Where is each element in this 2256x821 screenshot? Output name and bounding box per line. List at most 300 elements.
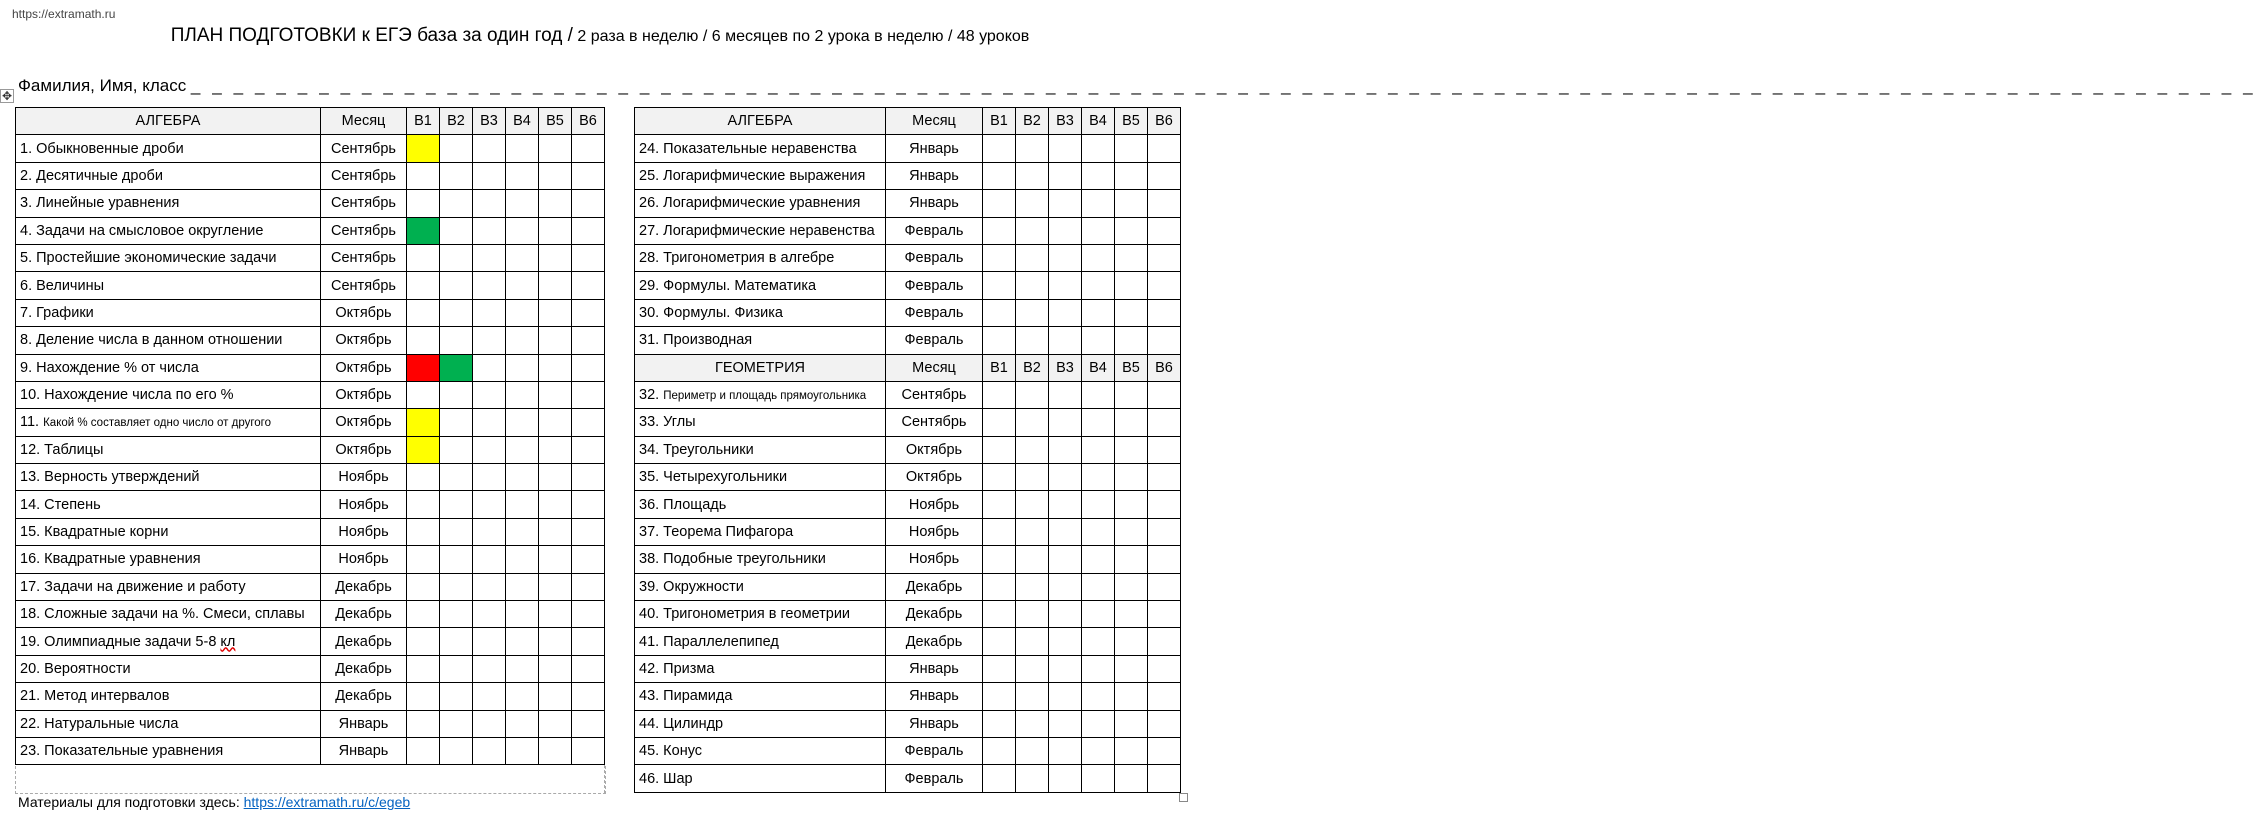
variant-cell-2[interactable] (1016, 244, 1049, 271)
variant-cell-2[interactable] (1016, 655, 1049, 682)
topic-cell[interactable]: 40. Тригонометрия в геометрии (635, 601, 886, 628)
variant-cell-6[interactable] (572, 436, 605, 463)
variant-cell-2[interactable] (1016, 518, 1049, 545)
variant-cell-3[interactable] (1049, 628, 1082, 655)
variant-cell-5[interactable] (1115, 491, 1148, 518)
variant-cell-1-yellow-mark[interactable] (407, 135, 440, 162)
variant-cell-3[interactable] (473, 135, 506, 162)
variant-cell-5[interactable] (539, 601, 572, 628)
variant-cell-1[interactable] (407, 628, 440, 655)
variant-cell-2[interactable] (1016, 135, 1049, 162)
variant-cell-2[interactable] (440, 381, 473, 408)
variant-cell-5[interactable] (1115, 162, 1148, 189)
variant-cell-4[interactable] (506, 354, 539, 381)
month-cell[interactable]: Январь (321, 737, 407, 764)
variant-cell-4[interactable] (1082, 765, 1115, 792)
topic-cell[interactable]: 10. Нахождение числа по его % (16, 381, 321, 408)
table-move-handle-icon[interactable]: ✥ (1, 89, 13, 103)
topic-cell[interactable]: 2. Десятичные дроби (16, 162, 321, 189)
variant-cell-3[interactable] (1049, 272, 1082, 299)
variant-cell-5[interactable] (539, 272, 572, 299)
month-cell[interactable]: Ноябрь (886, 518, 983, 545)
topic-cell[interactable]: 20. Вероятности (16, 655, 321, 682)
variant-cell-6[interactable] (1148, 409, 1181, 436)
variant-cell-1[interactable] (983, 765, 1016, 792)
month-cell[interactable]: Февраль (886, 737, 983, 764)
variant-cell-1[interactable] (407, 381, 440, 408)
month-cell[interactable]: Февраль (886, 765, 983, 792)
variant-cell-6[interactable] (572, 491, 605, 518)
variant-cell-1[interactable] (407, 244, 440, 271)
variant-cell-4[interactable] (1082, 683, 1115, 710)
variant-cell-5[interactable] (539, 518, 572, 545)
variant-cell-2[interactable] (440, 601, 473, 628)
variant-cell-4[interactable] (1082, 381, 1115, 408)
variant-cell-6[interactable] (1148, 601, 1181, 628)
variant-cell-5[interactable] (1115, 518, 1148, 545)
variant-cell-3[interactable] (1049, 190, 1082, 217)
variant-cell-3[interactable] (473, 683, 506, 710)
variant-cell-5[interactable] (1115, 765, 1148, 792)
variant-cell-1[interactable] (407, 518, 440, 545)
month-cell[interactable]: Декабрь (886, 601, 983, 628)
variant-cell-4[interactable] (506, 162, 539, 189)
variant-cell-4[interactable] (506, 518, 539, 545)
variant-cell-1[interactable] (983, 272, 1016, 299)
variant-cell-6[interactable] (572, 464, 605, 491)
topic-cell[interactable]: 4. Задачи на смысловое округление (16, 217, 321, 244)
variant-cell-6[interactable] (572, 272, 605, 299)
variant-cell-2[interactable] (440, 710, 473, 737)
variant-cell-2[interactable] (1016, 546, 1049, 573)
variant-cell-2[interactable] (440, 190, 473, 217)
variant-cell-4[interactable] (1082, 518, 1115, 545)
variant-cell-6[interactable] (572, 299, 605, 326)
topic-cell[interactable]: 21. Метод интервалов (16, 683, 321, 710)
topic-cell[interactable]: 46. Шар (635, 765, 886, 792)
variant-cell-1[interactable] (983, 683, 1016, 710)
variant-cell-6[interactable] (572, 217, 605, 244)
variant-cell-2[interactable] (1016, 601, 1049, 628)
month-cell[interactable]: Январь (321, 710, 407, 737)
topic-cell[interactable]: 18. Сложные задачи на %. Смеси, сплавы (16, 601, 321, 628)
variant-cell-4[interactable] (1082, 162, 1115, 189)
month-cell[interactable]: Январь (886, 710, 983, 737)
variant-cell-2[interactable] (1016, 381, 1049, 408)
variant-cell-6[interactable] (572, 628, 605, 655)
variant-cell-3[interactable] (473, 573, 506, 600)
variant-cell-1[interactable] (407, 546, 440, 573)
variant-cell-1[interactable] (983, 217, 1016, 244)
variant-cell-2[interactable] (1016, 272, 1049, 299)
variant-cell-6[interactable] (572, 546, 605, 573)
month-cell[interactable]: Ноябрь (321, 491, 407, 518)
month-cell[interactable]: Январь (886, 655, 983, 682)
topic-cell[interactable]: 42. Призма (635, 655, 886, 682)
variant-cell-4[interactable] (506, 491, 539, 518)
variant-cell-6[interactable] (1148, 190, 1181, 217)
variant-cell-4[interactable] (1082, 135, 1115, 162)
variant-cell-3[interactable] (473, 354, 506, 381)
month-cell[interactable]: Февраль (886, 299, 983, 326)
variant-cell-2[interactable] (440, 244, 473, 271)
variant-cell-1[interactable] (983, 518, 1016, 545)
variant-cell-1[interactable] (407, 327, 440, 354)
month-cell[interactable]: Ноябрь (886, 491, 983, 518)
variant-cell-5[interactable] (1115, 244, 1148, 271)
variant-cell-1[interactable] (407, 737, 440, 764)
variant-cell-2[interactable] (440, 464, 473, 491)
topic-cell[interactable]: 1. Обыкновенные дроби (16, 135, 321, 162)
topic-cell[interactable]: 28. Тригонометрия в алгебре (635, 244, 886, 271)
month-cell[interactable]: Сентябрь (321, 244, 407, 271)
variant-cell-1[interactable] (983, 381, 1016, 408)
variant-cell-4[interactable] (506, 244, 539, 271)
variant-cell-5[interactable] (539, 573, 572, 600)
variant-cell-5[interactable] (1115, 737, 1148, 764)
variant-cell-6[interactable] (572, 710, 605, 737)
variant-cell-5[interactable] (539, 381, 572, 408)
variant-cell-2[interactable] (440, 518, 473, 545)
variant-cell-3[interactable] (473, 518, 506, 545)
variant-cell-2[interactable] (440, 327, 473, 354)
month-cell[interactable]: Сентябрь (321, 272, 407, 299)
month-cell[interactable]: Декабрь (321, 573, 407, 600)
variant-cell-1[interactable] (407, 491, 440, 518)
variant-cell-4[interactable] (506, 409, 539, 436)
variant-cell-5[interactable] (539, 162, 572, 189)
variant-cell-6[interactable] (1148, 628, 1181, 655)
variant-cell-4[interactable] (1082, 272, 1115, 299)
variant-cell-1-yellow-mark[interactable] (407, 409, 440, 436)
variant-cell-6[interactable] (1148, 710, 1181, 737)
month-cell[interactable]: Февраль (886, 272, 983, 299)
topic-cell[interactable]: 26. Логарифмические уравнения (635, 190, 886, 217)
variant-cell-5[interactable] (539, 655, 572, 682)
variant-cell-2[interactable] (440, 683, 473, 710)
variant-cell-3[interactable] (1049, 710, 1082, 737)
variant-cell-5[interactable] (539, 190, 572, 217)
variant-cell-1[interactable] (983, 162, 1016, 189)
month-cell[interactable]: Сентябрь (321, 190, 407, 217)
month-cell[interactable]: Январь (886, 135, 983, 162)
variant-cell-5[interactable] (539, 244, 572, 271)
variant-cell-4[interactable] (1082, 299, 1115, 326)
variant-cell-1[interactable] (983, 190, 1016, 217)
month-cell[interactable]: Декабрь (886, 573, 983, 600)
topic-cell[interactable]: 6. Величины (16, 272, 321, 299)
variant-cell-2[interactable] (440, 491, 473, 518)
variant-cell-6[interactable] (1148, 162, 1181, 189)
topic-cell[interactable]: 41. Параллелепипед (635, 628, 886, 655)
variant-cell-4[interactable] (506, 190, 539, 217)
variant-cell-1[interactable] (983, 299, 1016, 326)
variant-cell-1[interactable] (983, 737, 1016, 764)
variant-cell-2[interactable] (1016, 765, 1049, 792)
variant-cell-3[interactable] (473, 409, 506, 436)
variant-cell-6[interactable] (1148, 518, 1181, 545)
variant-cell-6[interactable] (572, 573, 605, 600)
variant-cell-2[interactable] (440, 737, 473, 764)
variant-cell-3[interactable] (1049, 573, 1082, 600)
variant-cell-6[interactable] (572, 190, 605, 217)
variant-cell-2[interactable] (1016, 327, 1049, 354)
variant-cell-6[interactable] (1148, 327, 1181, 354)
variant-cell-2[interactable] (440, 573, 473, 600)
variant-cell-6[interactable] (572, 683, 605, 710)
variant-cell-4[interactable] (506, 546, 539, 573)
variant-cell-1[interactable] (407, 710, 440, 737)
variant-cell-3[interactable] (473, 601, 506, 628)
variant-cell-1[interactable] (407, 655, 440, 682)
month-cell[interactable]: Декабрь (321, 655, 407, 682)
variant-cell-4[interactable] (506, 655, 539, 682)
variant-cell-3[interactable] (473, 299, 506, 326)
variant-cell-3[interactable] (473, 464, 506, 491)
variant-cell-3[interactable] (1049, 464, 1082, 491)
variant-cell-3[interactable] (473, 710, 506, 737)
variant-cell-5[interactable] (1115, 381, 1148, 408)
variant-cell-1[interactable] (407, 573, 440, 600)
variant-cell-2[interactable] (440, 436, 473, 463)
variant-cell-2[interactable] (1016, 628, 1049, 655)
variant-cell-6[interactable] (1148, 573, 1181, 600)
month-cell[interactable]: Февраль (886, 217, 983, 244)
variant-cell-3[interactable] (1049, 135, 1082, 162)
topic-cell[interactable]: 15. Квадратные корни (16, 518, 321, 545)
variant-cell-3[interactable] (473, 190, 506, 217)
variant-cell-1-red-mark[interactable] (407, 354, 440, 381)
month-cell[interactable]: Октябрь (321, 327, 407, 354)
variant-cell-6[interactable] (572, 244, 605, 271)
variant-cell-4[interactable] (1082, 546, 1115, 573)
variant-cell-1[interactable] (983, 546, 1016, 573)
variant-cell-2[interactable] (440, 135, 473, 162)
variant-cell-6[interactable] (1148, 244, 1181, 271)
month-cell[interactable]: Сентябрь (886, 381, 983, 408)
variant-cell-5[interactable] (539, 135, 572, 162)
variant-cell-5[interactable] (1115, 299, 1148, 326)
month-cell[interactable]: Октябрь (321, 299, 407, 326)
variant-cell-1[interactable] (407, 272, 440, 299)
variant-cell-5[interactable] (1115, 655, 1148, 682)
variant-cell-4[interactable] (506, 683, 539, 710)
variant-cell-6[interactable] (572, 737, 605, 764)
variant-cell-5[interactable] (539, 710, 572, 737)
variant-cell-3[interactable] (1049, 436, 1082, 463)
table-resize-handle[interactable] (1179, 793, 1188, 802)
variant-cell-3[interactable] (473, 244, 506, 271)
topic-cell[interactable]: 29. Формулы. Математика (635, 272, 886, 299)
variant-cell-5[interactable] (539, 737, 572, 764)
month-cell[interactable]: Ноябрь (321, 464, 407, 491)
variant-cell-2[interactable] (1016, 683, 1049, 710)
variant-cell-3[interactable] (1049, 299, 1082, 326)
variant-cell-4[interactable] (1082, 710, 1115, 737)
topic-cell[interactable]: 30. Формулы. Физика (635, 299, 886, 326)
variant-cell-4[interactable] (1082, 573, 1115, 600)
month-cell[interactable]: Декабрь (321, 601, 407, 628)
month-cell[interactable]: Январь (886, 190, 983, 217)
variant-cell-1[interactable] (983, 244, 1016, 271)
topic-cell[interactable]: 36. Площадь (635, 491, 886, 518)
variant-cell-6[interactable] (1148, 381, 1181, 408)
month-cell[interactable]: Октябрь (321, 409, 407, 436)
variant-cell-4[interactable] (1082, 737, 1115, 764)
variant-cell-5[interactable] (1115, 190, 1148, 217)
variant-cell-2[interactable] (1016, 737, 1049, 764)
month-cell[interactable]: Сентябрь (321, 135, 407, 162)
variant-cell-2[interactable] (1016, 491, 1049, 518)
topic-cell[interactable]: 24. Показательные неравенства (635, 135, 886, 162)
variant-cell-4[interactable] (506, 737, 539, 764)
variant-cell-6[interactable] (1148, 655, 1181, 682)
topic-cell[interactable]: 44. Цилиндр (635, 710, 886, 737)
variant-cell-6[interactable] (572, 354, 605, 381)
variant-cell-3[interactable] (1049, 765, 1082, 792)
variant-cell-4[interactable] (1082, 190, 1115, 217)
variant-cell-4[interactable] (506, 299, 539, 326)
variant-cell-1[interactable] (983, 655, 1016, 682)
month-cell[interactable]: Октябрь (886, 464, 983, 491)
topic-cell[interactable]: 9. Нахождение % от числа (16, 354, 321, 381)
variant-cell-5[interactable] (539, 354, 572, 381)
variant-cell-5[interactable] (539, 628, 572, 655)
variant-cell-3[interactable] (473, 381, 506, 408)
variant-cell-6[interactable] (1148, 737, 1181, 764)
topic-cell[interactable]: 3. Линейные уравнения (16, 190, 321, 217)
variant-cell-6[interactable] (572, 135, 605, 162)
variant-cell-1[interactable] (407, 162, 440, 189)
variant-cell-1[interactable] (983, 327, 1016, 354)
variant-cell-3[interactable] (473, 546, 506, 573)
variant-cell-5[interactable] (539, 464, 572, 491)
topic-cell[interactable]: 43. Пирамида (635, 683, 886, 710)
variant-cell-2[interactable] (1016, 573, 1049, 600)
variant-cell-2[interactable] (1016, 217, 1049, 244)
variant-cell-5[interactable] (1115, 573, 1148, 600)
footer-link[interactable]: https://extramath.ru/c/egeb (243, 794, 411, 810)
month-cell[interactable]: Февраль (886, 327, 983, 354)
variant-cell-1[interactable] (407, 683, 440, 710)
topic-cell[interactable] (635, 381, 886, 408)
variant-cell-4[interactable] (1082, 491, 1115, 518)
name-field[interactable] (18, 76, 2256, 96)
variant-cell-5[interactable] (1115, 601, 1148, 628)
variant-cell-5[interactable] (539, 491, 572, 518)
variant-cell-6[interactable] (1148, 546, 1181, 573)
month-cell[interactable]: Декабрь (886, 628, 983, 655)
month-cell[interactable]: Декабрь (321, 683, 407, 710)
month-cell[interactable]: Январь (886, 162, 983, 189)
variant-cell-4[interactable] (506, 217, 539, 244)
variant-cell-5[interactable] (1115, 464, 1148, 491)
variant-cell-3[interactable] (1049, 546, 1082, 573)
variant-cell-4[interactable] (506, 601, 539, 628)
variant-cell-3[interactable] (1049, 409, 1082, 436)
variant-cell-4[interactable] (1082, 464, 1115, 491)
variant-cell-3[interactable] (1049, 327, 1082, 354)
variant-cell-6[interactable] (1148, 217, 1181, 244)
variant-cell-5[interactable] (539, 299, 572, 326)
variant-cell-5[interactable] (1115, 546, 1148, 573)
variant-cell-2[interactable] (440, 655, 473, 682)
variant-cell-5[interactable] (539, 409, 572, 436)
variant-cell-4[interactable] (506, 628, 539, 655)
topic-cell[interactable]: 31. Производная (635, 327, 886, 354)
variant-cell-2[interactable] (1016, 710, 1049, 737)
variant-cell-6[interactable] (1148, 765, 1181, 792)
topic-cell[interactable]: 39. Окружности (635, 573, 886, 600)
variant-cell-4[interactable] (506, 464, 539, 491)
variant-cell-3[interactable] (1049, 737, 1082, 764)
topic-cell[interactable]: 35. Четырехугольники (635, 464, 886, 491)
topic-cell[interactable]: 27. Логарифмические неравенства (635, 217, 886, 244)
variant-cell-2[interactable] (1016, 409, 1049, 436)
variant-cell-5[interactable] (539, 436, 572, 463)
variant-cell-2[interactable] (440, 409, 473, 436)
variant-cell-6[interactable] (1148, 464, 1181, 491)
variant-cell-1[interactable] (983, 628, 1016, 655)
topic-cell[interactable]: 37. Теорема Пифагора (635, 518, 886, 545)
variant-cell-5[interactable] (1115, 683, 1148, 710)
variant-cell-4[interactable] (1082, 327, 1115, 354)
variant-cell-5[interactable] (539, 546, 572, 573)
topic-cell[interactable]: 13. Верность утверждений (16, 464, 321, 491)
variant-cell-2[interactable] (440, 628, 473, 655)
month-cell[interactable]: Ноябрь (321, 546, 407, 573)
variant-cell-3[interactable] (1049, 162, 1082, 189)
variant-cell-4[interactable] (1082, 409, 1115, 436)
variant-cell-4[interactable] (1082, 436, 1115, 463)
variant-cell-2[interactable] (440, 546, 473, 573)
variant-cell-3[interactable] (473, 162, 506, 189)
variant-cell-3[interactable] (1049, 217, 1082, 244)
topic-cell[interactable] (16, 628, 321, 655)
month-cell[interactable]: Сентябрь (886, 409, 983, 436)
variant-cell-3[interactable] (473, 217, 506, 244)
variant-cell-6[interactable] (1148, 436, 1181, 463)
variant-cell-3[interactable] (473, 655, 506, 682)
variant-cell-6[interactable] (1148, 135, 1181, 162)
variant-cell-6[interactable] (572, 381, 605, 408)
variant-cell-2[interactable] (440, 299, 473, 326)
variant-cell-3[interactable] (1049, 491, 1082, 518)
topic-cell[interactable]: 17. Задачи на движение и работу (16, 573, 321, 600)
variant-cell-6[interactable] (572, 409, 605, 436)
topic-cell[interactable]: 33. Углы (635, 409, 886, 436)
variant-cell-1-yellow-mark[interactable] (407, 436, 440, 463)
variant-cell-1[interactable] (407, 601, 440, 628)
month-cell[interactable]: Октябрь (321, 381, 407, 408)
variant-cell-5[interactable] (1115, 436, 1148, 463)
variant-cell-1[interactable] (407, 190, 440, 217)
topic-cell[interactable]: 12. Таблицы (16, 436, 321, 463)
variant-cell-5[interactable] (539, 327, 572, 354)
month-cell[interactable]: Октябрь (321, 436, 407, 463)
variant-cell-3[interactable] (1049, 381, 1082, 408)
variant-cell-6[interactable] (572, 655, 605, 682)
variant-cell-1[interactable] (983, 710, 1016, 737)
variant-cell-2[interactable] (1016, 436, 1049, 463)
variant-cell-5[interactable] (539, 683, 572, 710)
variant-cell-1[interactable] (983, 464, 1016, 491)
variant-cell-5[interactable] (1115, 217, 1148, 244)
variant-cell-6[interactable] (1148, 683, 1181, 710)
variant-cell-3[interactable] (1049, 518, 1082, 545)
variant-cell-2-green-mark[interactable] (440, 354, 473, 381)
topic-cell[interactable]: 23. Показательные уравнения (16, 737, 321, 764)
